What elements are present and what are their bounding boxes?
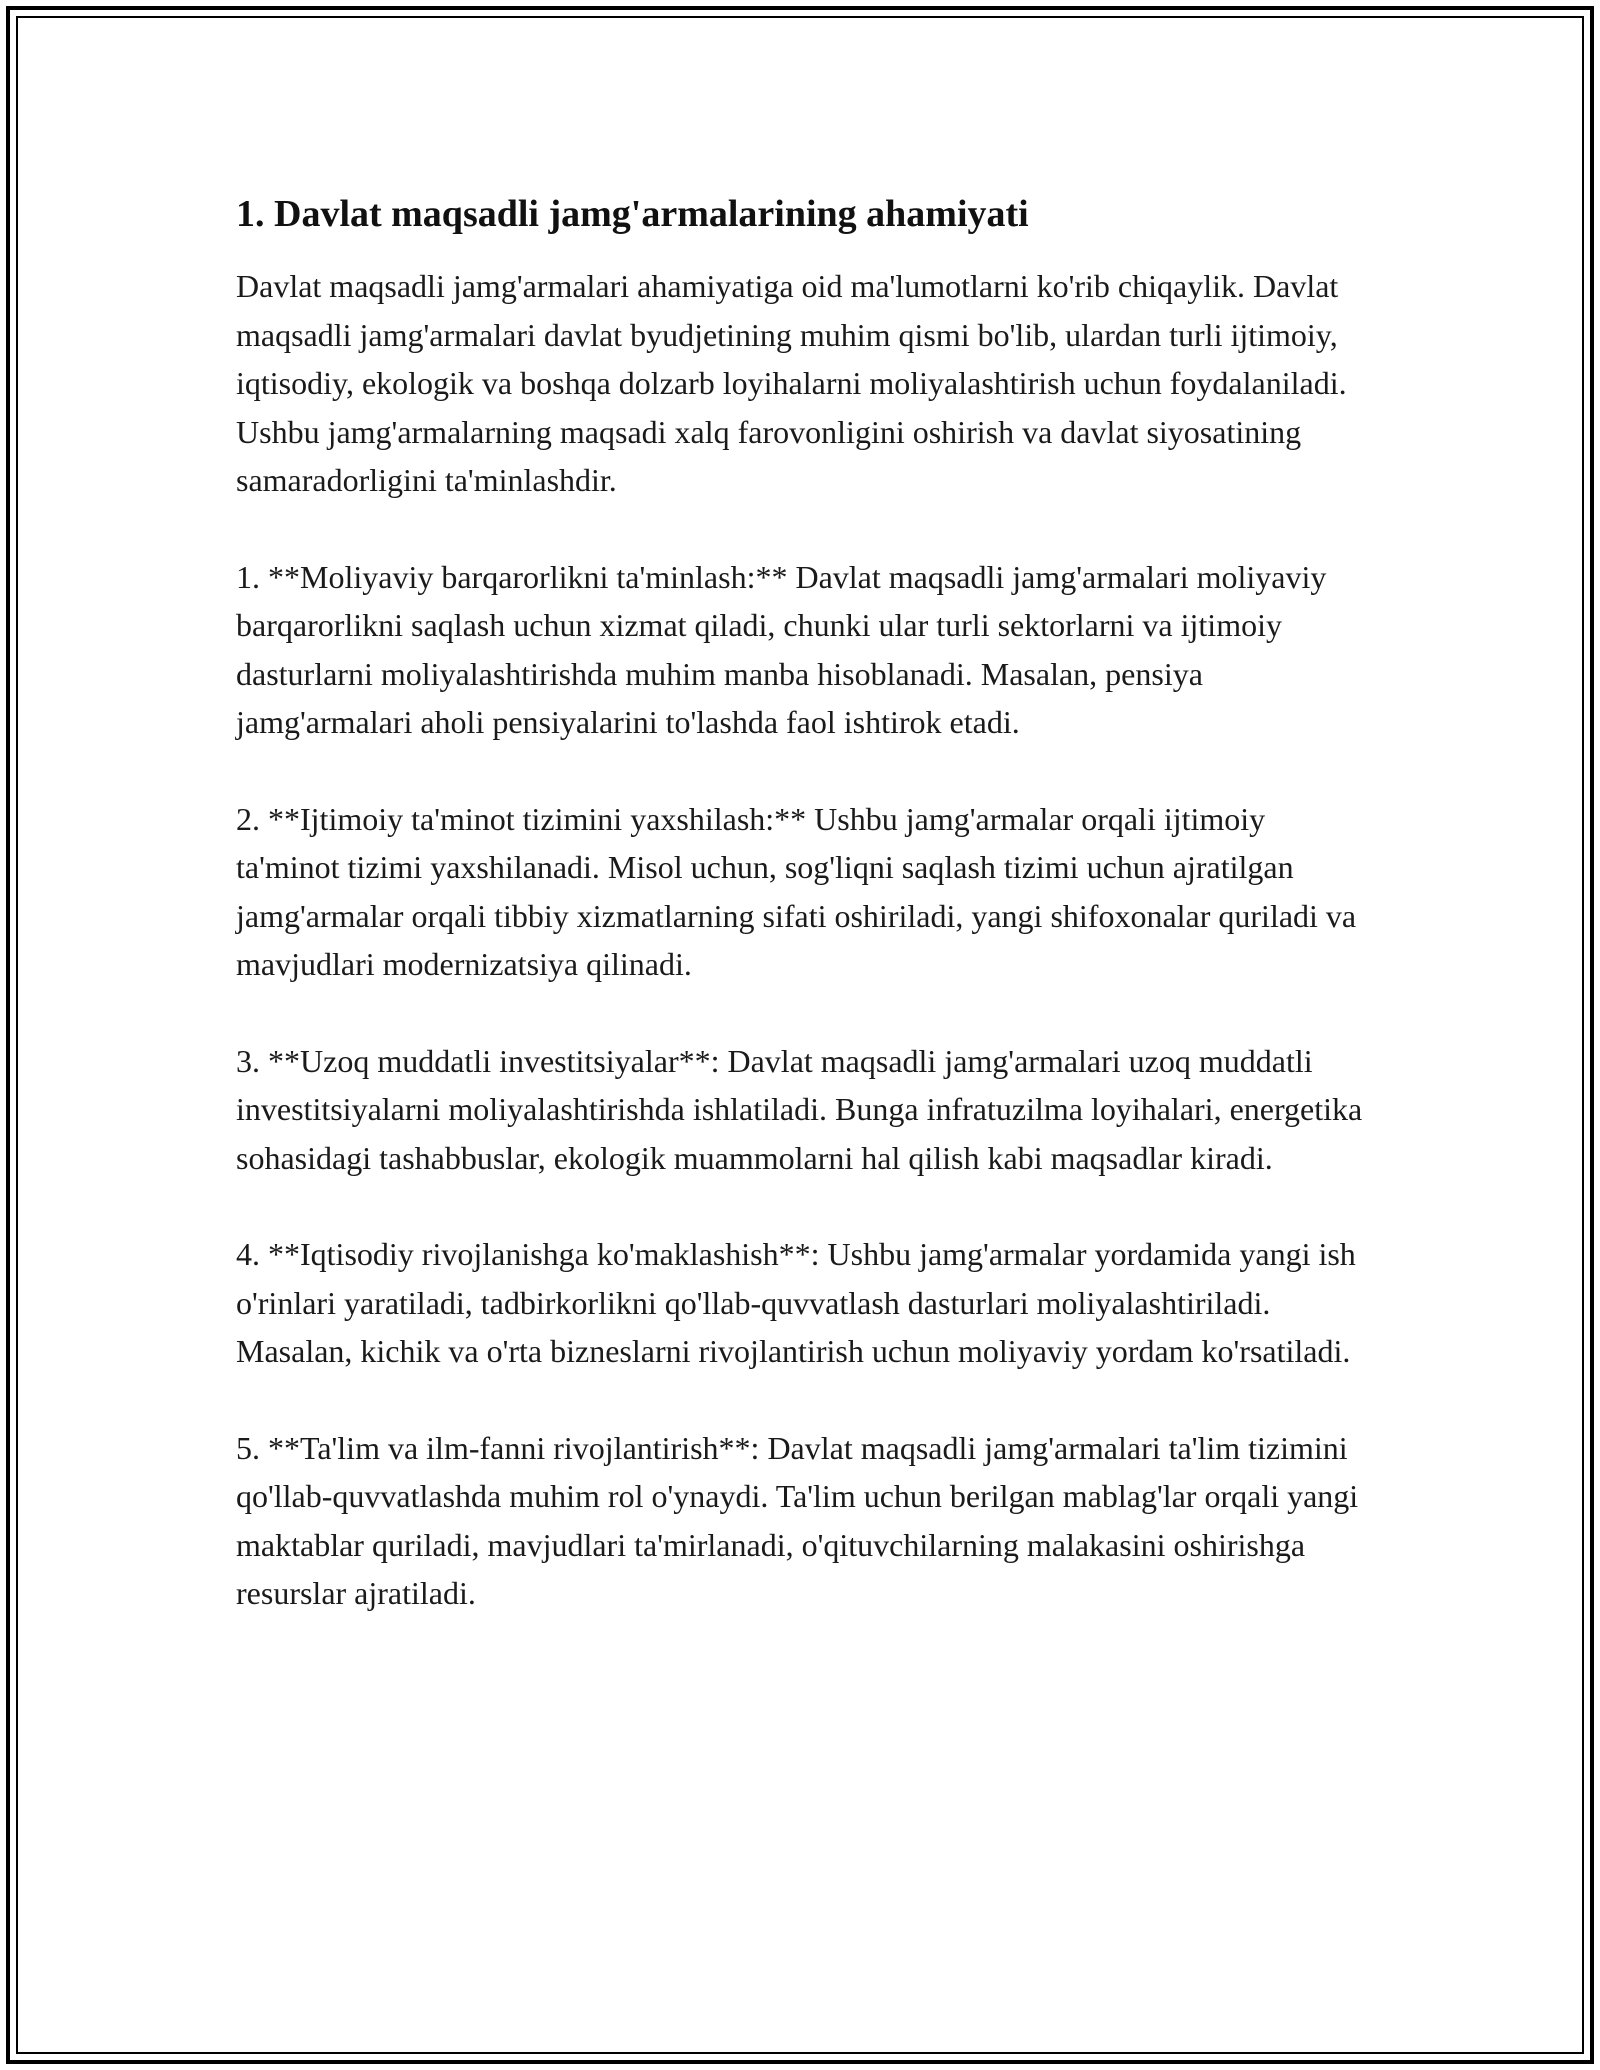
list-item-education-science: 5. **Ta'lim va ilm-fanni rivojlantirish**: Davlat maqsadli jamg'armalari ta'lim tizimini qo'llab-quvvatlashda muhim rol o'ynaydi. Ta'lim uchun berilgan mablag'lar orqali yangi maktablar quriladi, mavjudlari ta'mirlanadi, o'qituvchilarning malakasini oshirishga resurslar ajratiladi. xyxy=(236,1429,1359,1611)
document-body xyxy=(236,188,1366,1666)
list-item-economic-development: 4. **Iqtisodiy rivojlanishga ko'maklashish**: Ushbu jamg'armalar yordamida yangi ish o'rinlari yaratiladi, tadbirkorlikni qo'llab-quvvatlash dasturlari moliyalashtiriladi. Masalan, kichik va o'rta bizneslarni rivojlantirish uchun moliyaviy yordam ko'rsatiladi. xyxy=(236,1236,1356,1369)
list-item-social-security: 2. **Ijtimoiy ta'minot tizimini yaxshilash:** Ushbu jamg'armalar orqali ijtimoiy ta'minot tizimi yaxshilanadi. Misol uchun, sog'liqni saqlash tizimi uchun ajratilgan jamg'armalar orqali tibbiy xizmatlarning sifati oshiriladi, yangi shifoxonalar quriladi va mavjudlari modernizatsiya qilinadi. xyxy=(236,800,1357,982)
list-item-financial-stability: 1. **Moliyaviy barqarorlikni ta'minlash:** Davlat maqsadli jamg'armalari moliyaviy barqarorlikni saqlash uchun xizmat qiladi, chunki ular turli sektorlarni va ijtimoiy dasturlarni moliyalashtirishda muhim manba hisoblanadi. Masalan, pensiya jamg'armalari aholi pensiyalarini to'lashda faol ishtirok etadi. xyxy=(236,558,1327,740)
intro-paragraph: Davlat maqsadli jamg'armalari ahamiyatiga oid ma'lumotlarni ko'rib chiqaylik. Davlat maqsadli jamg'armalari davlat byudjetining muhim qismi bo'lib, ulardan turli ijtimoiy, iqtisodiy, ekologik va boshqa dolzarb loyihalarni moliyalashtirish uchun foydalaniladi. Ushbu jamg'armalarning maqsadi xalq farovonligini oshirish va davlat siyosatining samaradorligini ta'minlashdir. xyxy=(236,268,1347,498)
section-heading: 1. Davlat maqsadli jamg'armalarining ahamiyati xyxy=(236,193,1029,235)
list-item-long-term-investments: 3. **Uzoq muddatli investitsiyalar**: Davlat maqsadli jamg'armalari uzoq muddatli investitsiyalarni moliyalashtirishda ishlatiladi. Bunga infratuzilma loyihalari, energetika sohasidagi tashabbuslar, ekologik muammolarni hal qilish kabi maqsadlar kiradi. xyxy=(236,1042,1363,1176)
